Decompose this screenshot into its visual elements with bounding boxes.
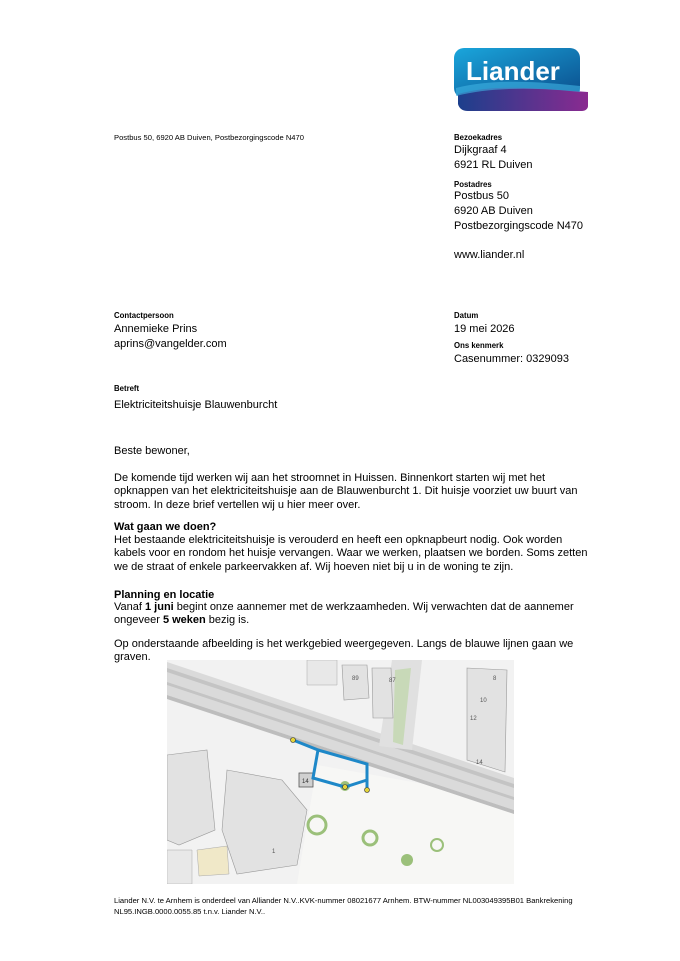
date-value: 19 mei 2026 (454, 323, 515, 335)
website-link[interactable]: www.liander.nl (454, 249, 525, 261)
liander-logo (454, 48, 589, 112)
sender-line: Postbus 50, 6920 AB Duiven, Postbezorgingscode N470 (114, 133, 304, 142)
section-heading: Planning en locatie (114, 589, 215, 601)
postal-address-line: Postbezorgingscode N470 (454, 220, 584, 232)
planning-paragraph (114, 601, 589, 628)
tree (401, 854, 413, 866)
footer (114, 896, 584, 917)
house-number: 14 (476, 760, 483, 766)
house-number: 89 (352, 676, 359, 682)
reference-value: Casenummer: 0329093 (454, 353, 569, 365)
building (307, 660, 337, 685)
house-number: 8 (493, 676, 497, 682)
map-intro-paragraph: Op onderstaande afbeelding is het werkgebied weergegeven. Langs de blauwe lijnen gaan we graven. (114, 638, 574, 664)
footer-line: NL95.INGB.0000.0055.85 t.n.v. Liander N.V.. (114, 906, 266, 916)
visit-address-line: 6921 RL Duiven (454, 159, 533, 171)
house-number: 1 (272, 849, 276, 855)
subject-label: Betreft (114, 384, 140, 393)
reference-label: Ons kenmerk (454, 341, 504, 350)
logo-wordmark: Liander (466, 56, 560, 86)
contact-email[interactable]: aprins@vangelder.com (114, 338, 227, 350)
text-fragment: Vanaf (114, 601, 145, 613)
visit-address (454, 143, 532, 173)
date-label: Datum (454, 311, 479, 320)
subject-value: Elektriciteitshuisje Blauwenburcht (114, 399, 278, 411)
footer-line: Liander N.V. te Arnhem is onderdeel van Alliander N.V..KVK-nummer 08021677 Arnhem. BTW-nummer NL003049395B01 Bankrekening (114, 896, 573, 905)
route-endpoint (343, 785, 348, 790)
text-fragment: begint onze aannemer met de werkzaamheden. Wij verwachten dat de aannemer ongeveer (114, 601, 574, 627)
building (197, 846, 229, 876)
contact-label: Contactpersoon (114, 311, 174, 320)
route-endpoint (291, 738, 296, 743)
house-number: 87 (389, 678, 396, 684)
route-endpoint (365, 788, 370, 793)
postal-address-line: 6920 AB Duiven (454, 205, 533, 217)
house-number: 10 (480, 698, 487, 704)
work-area-map (167, 660, 514, 884)
building (167, 850, 192, 884)
postal-address-line: Postbus 50 (454, 190, 510, 202)
section-body: Het bestaande elektriciteitshuisje is verouderd en heeft een opknapbeurt nodig. Ook worden kabels voor en rondom het huisje vervangen. Waar we werken, plaatsen we borden. Soms zetten we de straat of enkele parkeervakken af. Wij hoeven niet bij u in de woning te zijn. (114, 534, 588, 573)
text-fragment: bezig is. (205, 614, 250, 627)
house-number: 12 (470, 716, 477, 722)
visit-address-line: Dijkgraaf 4 (454, 144, 507, 156)
postal-address (454, 189, 583, 234)
building (167, 750, 215, 845)
house-number: 14 (302, 779, 309, 785)
contact-name: Annemieke Prins (114, 323, 198, 335)
salutation: Beste bewoner, (114, 445, 190, 457)
building (372, 668, 393, 718)
postal-address-label: Postadres (454, 180, 492, 189)
visit-address-label: Bezoekadres (454, 133, 503, 142)
intro-paragraph: De komende tijd werken wij aan het stroomnet in Huissen. Binnenkort starten wij met het opknappen van het elektriciteitshuisje aan de Blauwenburcht 1. Dit huisje voorziet uw buurt van stroom. In deze brief vertellen wij u hier meer over. (114, 472, 578, 511)
start-date: 1 juni (145, 601, 174, 613)
section-heading: Wat gaan we doen? (114, 521, 217, 533)
duration: 5 weken (162, 614, 206, 627)
building (342, 665, 369, 700)
